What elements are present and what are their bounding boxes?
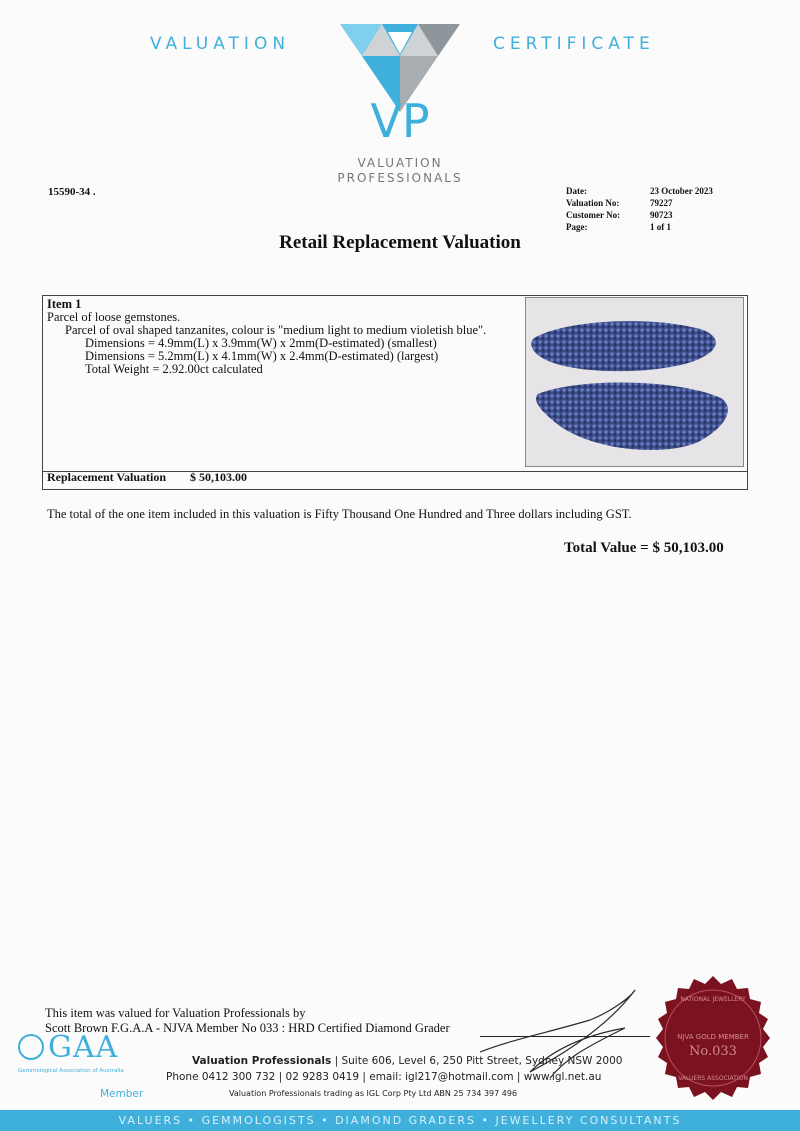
meta-value: 79227: [650, 198, 673, 208]
footer-bar: VALUERS • GEMMOLOGISTS • DIAMOND GRADERS • JEWELLERY CONSULTANTS: [0, 1110, 800, 1131]
valuer-credentials: Scott Brown F.G.A.A - NJVA Member No 033 : HRD Certified Diamond Grader: [45, 1021, 450, 1035]
gemstone-photo: [525, 297, 744, 467]
replacement-valuation-value: $ 50,103.00: [190, 470, 247, 484]
reference-number: 15590-34 .: [48, 186, 96, 198]
meta-label: Date:: [566, 186, 587, 196]
footer-company: Valuation Professionals: [192, 1055, 332, 1067]
meta-value: 90723: [650, 210, 673, 220]
page-title: Retail Replacement Valuation: [279, 232, 521, 253]
meta-row-valuation: [566, 197, 713, 209]
item-line: Parcel of loose gemstones.: [47, 310, 181, 324]
meta-block: [566, 185, 713, 233]
meta-value: 23 October 2023: [650, 186, 713, 196]
meta-row-date: [566, 185, 713, 197]
item-heading: Item 1: [47, 297, 82, 311]
item-line: Dimensions = 5.2mm(L) x 4.1mm(W) x 2.4mm(D-estimated) (largest): [85, 349, 439, 363]
brand-line-2: PROFESSIONALS: [337, 171, 463, 185]
header-valuation-word: VALUATION: [150, 34, 291, 54]
seal-middle-line-1: NJVA GOLD MEMBER: [677, 1033, 749, 1041]
gaa-caption: Gemmological Association of Australia: [18, 1068, 124, 1074]
vp-logo-letters: VP: [370, 94, 430, 148]
header-certificate-word: CERTIFICATE: [493, 34, 655, 54]
gaa-letters: GAA: [48, 1030, 119, 1065]
replacement-valuation-label: Replacement Valuation: [47, 470, 167, 484]
meta-value: 1 of 1: [650, 222, 671, 232]
valued-by-line: This item was valued for Valuation Professionals by: [45, 1006, 306, 1020]
footer-address-text: | Suite 606, Level 6, 250 Pitt Street, Sydney NSW 2000: [331, 1055, 623, 1067]
brand-line-1: VALUATION: [357, 156, 443, 170]
meta-row-customer: [566, 209, 713, 221]
gaa-emblem-icon: [18, 1034, 44, 1060]
item-line: Parcel of oval shaped tanzanites, colour is "medium light to medium violetish blue".: [65, 323, 487, 337]
footer-contact: Phone 0412 300 732 | 02 9283 0419 | email: igl217@hotmail.com | www.igl.net.au: [166, 1071, 602, 1083]
seal-middle-line-2: No.033: [689, 1044, 737, 1059]
meta-label: Customer No:: [566, 210, 621, 220]
meta-label: Page:: [566, 222, 588, 232]
gaa-member: Member: [100, 1088, 144, 1100]
seal-top-text: NATIONAL JEWELLERY: [680, 996, 746, 1003]
footer-trading: Valuation Professionals trading as IGL Corp Pty Ltd ABN 25 734 397 496: [229, 1089, 518, 1098]
item-line: Total Weight = 2.92.00ct calculated: [85, 362, 263, 376]
summary-text: The total of the one item included in this valuation is Fifty Thousand One Hundred and Three dollars including GST.: [47, 507, 632, 521]
item-line: Dimensions = 4.9mm(L) x 3.9mm(W) x 2mm(D-estimated) (smallest): [85, 336, 437, 350]
item-description: [47, 298, 486, 376]
footer-address: [192, 1055, 622, 1067]
seal-bottom-text: VALUERS ASSOCIATION: [678, 1075, 748, 1082]
total-value: Total Value = $ 50,103.00: [564, 540, 724, 556]
meta-label: Valuation No:: [566, 198, 620, 208]
